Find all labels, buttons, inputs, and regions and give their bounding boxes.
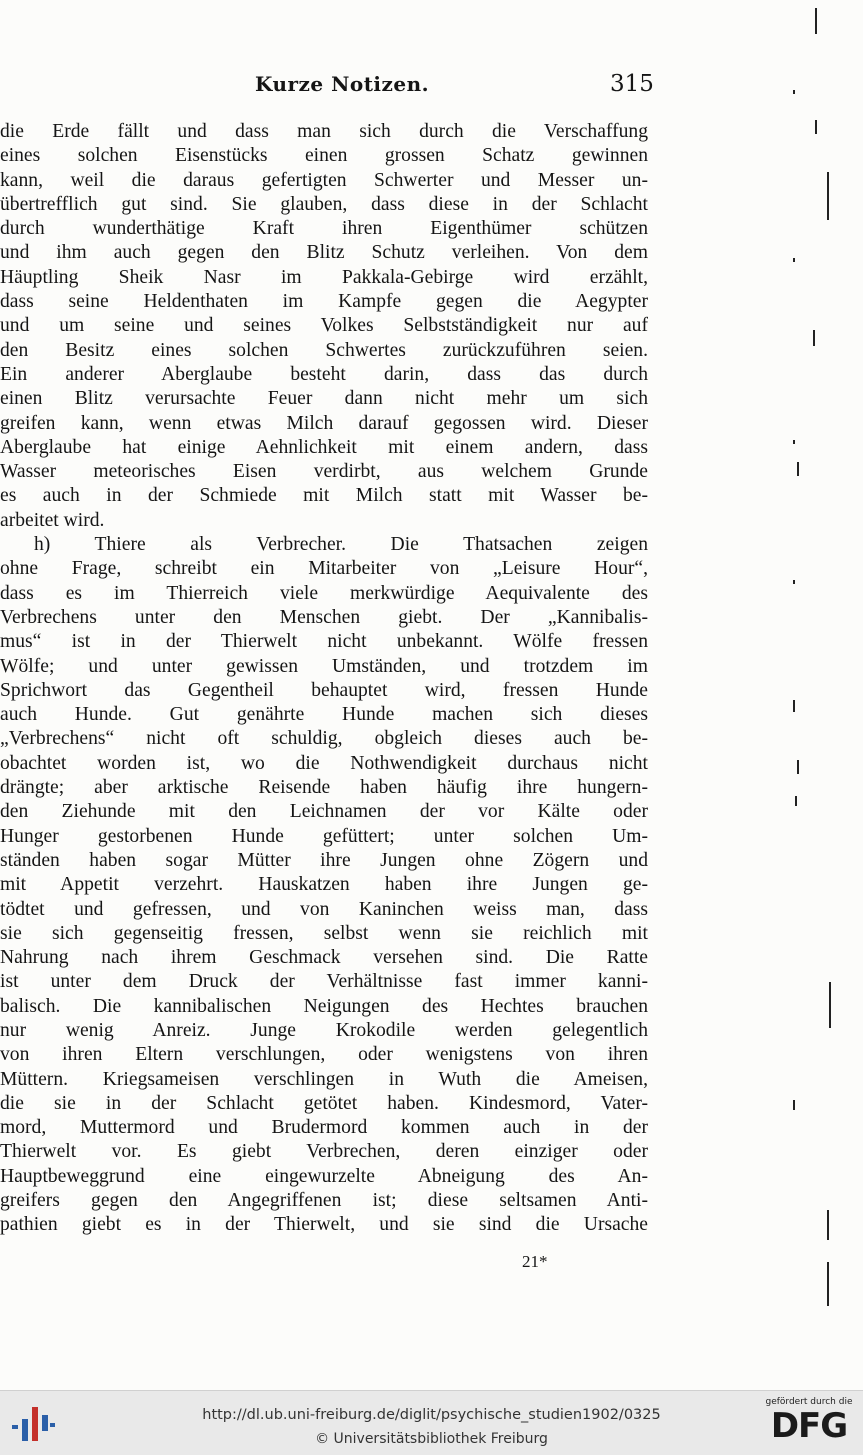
body-text <box>0 120 648 1238</box>
page-number: 315 <box>610 71 654 97</box>
text-line: von ihren Eltern verschlungen, oder wenigstens von ihren <box>0 1044 648 1066</box>
text-line: mord, Muttermord und Brudermord kommen auch in der <box>0 1117 648 1139</box>
text-line: h) Thiere als Verbrecher. Die Thatsachen zeigen <box>34 534 648 556</box>
text-line: und um seine und seines Volkes Selbstständigkeit nur auf <box>0 315 648 337</box>
text-line: eines solchen Eisenstücks einen grossen Schatz gewinnen <box>0 145 648 167</box>
text-line: „Verbrechens“ nicht oft schuldig, obgleich dieses auch be- <box>0 728 648 750</box>
text-line: drängte; aber arktische Reisende haben häufig ihre hungern- <box>0 777 648 799</box>
dfg-logo-icon: DFG <box>770 1406 848 1446</box>
text-line: Hauptbeweggrund eine eingewurzelte Abneigung des An- <box>0 1165 648 1187</box>
text-line: übertrefflich gut sind. Sie glauben, dass diese in der Schlacht <box>0 193 648 215</box>
text-line: nur wenig Anreiz. Junge Krokodile werden gelegentlich <box>0 1019 648 1041</box>
text-line: Wasser meteorisches Eisen verdirbt, aus welchem Grunde <box>0 461 648 483</box>
text-line: balisch. Die kannibalischen Neigungen des Hechtes brauchen <box>0 995 648 1017</box>
text-line: tödtet und gefressen, und von Kaninchen weiss man, dass <box>0 898 648 920</box>
text-line: sie sich gegenseitig fressen, selbst wenn sie reichlich mit <box>0 922 648 944</box>
text-line: es auch in der Schmiede mit Milch statt mit Wasser be- <box>0 485 648 507</box>
text-line: dass es im Thierreich viele merkwürdige Aequivalente des <box>0 582 648 604</box>
signature-mark: 21* <box>522 1252 548 1271</box>
text-line: arbeitet wird. <box>0 509 105 531</box>
running-header: Kurze Notizen. <box>255 72 430 96</box>
dfg-funder-badge <box>761 1397 857 1451</box>
text-line: ohne Frage, schreibt ein Mitarbeiter von „Leisure Hour“, <box>0 558 648 580</box>
text-line: mit Appetit verzehrt. Hauskatzen haben ihre Jungen ge- <box>0 874 648 896</box>
text-line: Ein anderer Aberglaube besteht darin, dass das durch <box>0 363 648 385</box>
text-line: Hunger gestorbenen Hunde gefüttert; unter solchen Um- <box>0 825 648 847</box>
text-line: obachtet worden ist, wo die Nothwendigkeit durchaus nicht <box>0 752 648 774</box>
text-line: Müttern. Kriegsameisen verschlingen in Wuth die Ameisen, <box>0 1068 648 1090</box>
text-line: und ihm auch gegen den Blitz Schutz verleihen. Von dem <box>0 242 648 264</box>
text-line: dass seine Heldenthaten im Kampfe gegen die Aegypter <box>0 291 648 313</box>
text-line: kann, weil die daraus gefertigten Schwerter und Messer un- <box>0 169 648 191</box>
text-line: ist unter dem Druck der Verhältnisse fast immer kanni- <box>0 971 648 993</box>
text-line: Sprichwort das Gegentheil behauptet wird, fressen Hunde <box>0 679 648 701</box>
text-line: ständen haben sogar Mütter ihre Jungen ohne Zögern und <box>0 849 648 871</box>
scan-edge-artifacts <box>783 0 863 1390</box>
text-line: mus“ ist in der Thierwelt nicht unbekannt. Wölfe fressen <box>0 631 648 653</box>
text-line: greifers gegen den Angegriffenen ist; diese seltsamen Anti- <box>0 1190 648 1212</box>
text-line: Verbrechens unter den Menschen giebt. Der „Kannibalis- <box>0 606 648 628</box>
text-line: einen Blitz verursachte Feuer dann nicht mehr um sich <box>0 388 648 410</box>
text-line: greifen kann, wenn etwas Milch darauf gegossen wird. Dieser <box>0 412 648 434</box>
text-line: die Erde fällt und dass man sich durch die Verschaffung <box>0 121 648 142</box>
text-line: Wölfe; und unter gewissen Umständen, und trotzdem im <box>0 655 648 677</box>
viewer-footer-bar <box>0 1390 863 1455</box>
document-url-link[interactable]: http://dl.ub.uni-freiburg.de/diglit/psychische_studien1902/0325 <box>202 1407 661 1423</box>
funder-caption: gefördert durch die <box>765 1397 853 1407</box>
text-line: Thierwelt vor. Es giebt Verbrechen, deren einziger oder <box>0 1141 648 1163</box>
copyright-notice: © Universitätsbibliothek Freiburg <box>315 1431 548 1447</box>
text-line: auch Hunde. Gut genährte Hunde machen sich dieses <box>0 704 648 726</box>
text-line: den Ziehunde mit den Leichnamen der vor Kälte oder <box>0 801 648 823</box>
text-line: Häuptling Sheik Nasr im Pakkala-Gebirge wird erzählt, <box>0 266 648 288</box>
text-line: die sie in der Schlacht getötet haben. Kindesmord, Vater- <box>0 1092 648 1114</box>
text-line: durch wunderthätige Kraft ihren Eigenthümer schützen <box>0 218 648 240</box>
text-line: den Besitz eines solchen Schwertes zurückzuführen seien. <box>0 339 648 361</box>
text-line: Nahrung nach ihrem Geschmack versehen sind. Die Ratte <box>0 947 648 969</box>
text-line: Aberglaube hat einige Aehnlichkeit mit einem andern, dass <box>0 436 648 458</box>
text-line: pathien giebt es in der Thierwelt, und sie sind die Ursache <box>0 1214 648 1236</box>
